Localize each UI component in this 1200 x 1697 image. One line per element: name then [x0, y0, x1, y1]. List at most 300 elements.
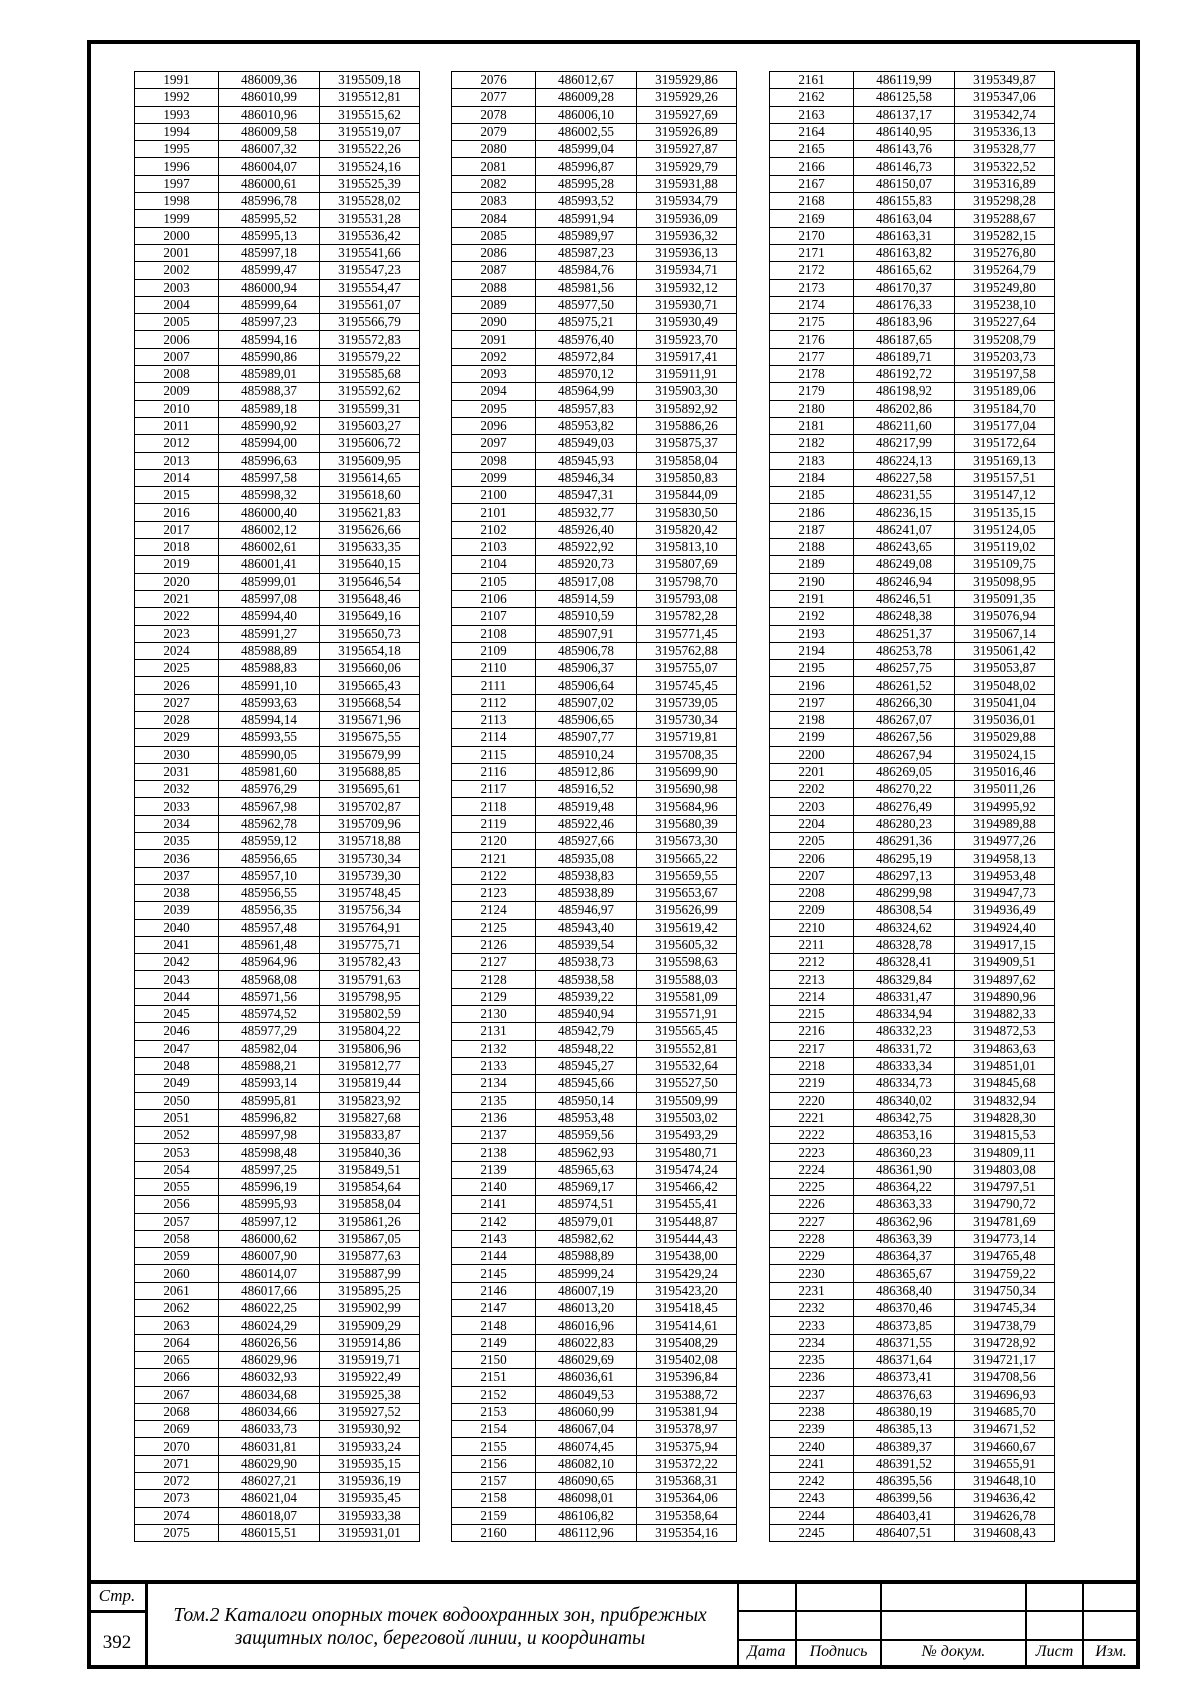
point-number-cell: 2214 [770, 988, 854, 1005]
point-number-cell: 2013 [135, 452, 219, 469]
x-coordinate-cell: 485949,03 [536, 435, 637, 452]
table-row [770, 210, 1055, 227]
table-row [135, 279, 420, 296]
point-number-cell: 2073 [135, 1490, 219, 1507]
y-coordinate-cell: 3195527,50 [637, 1075, 737, 1092]
table-row [770, 625, 1055, 642]
x-coordinate-cell: 486202,86 [854, 400, 955, 417]
x-coordinate-cell: 485988,21 [219, 1057, 320, 1074]
x-coordinate-cell: 485976,29 [219, 781, 320, 798]
x-coordinate-cell: 485996,63 [219, 452, 320, 469]
y-coordinate-cell: 3195858,04 [637, 452, 737, 469]
y-coordinate-cell: 3195036,01 [955, 711, 1055, 728]
table-row [452, 625, 737, 642]
x-coordinate-cell: 485993,55 [219, 729, 320, 746]
x-coordinate-cell: 485994,16 [219, 331, 320, 348]
table-row [770, 954, 1055, 971]
y-coordinate-cell: 3195016,46 [955, 763, 1055, 780]
point-number-cell: 2066 [135, 1369, 219, 1386]
table-row [770, 262, 1055, 279]
table-row [452, 1109, 737, 1126]
point-number-cell: 2205 [770, 833, 854, 850]
table-row [770, 590, 1055, 607]
table-row [452, 417, 737, 434]
y-coordinate-cell: 3194648,10 [955, 1473, 1055, 1490]
point-number-cell: 2208 [770, 884, 854, 901]
x-coordinate-cell: 485998,32 [219, 487, 320, 504]
x-coordinate-cell: 486299,98 [854, 884, 955, 901]
x-coordinate-cell: 486060,99 [536, 1403, 637, 1420]
x-coordinate-cell: 485950,14 [536, 1092, 637, 1109]
point-number-cell: 2114 [452, 729, 536, 746]
x-coordinate-cell: 485926,40 [536, 521, 637, 538]
table-row [770, 1144, 1055, 1161]
point-number-cell: 2069 [135, 1421, 219, 1438]
table-row [770, 1473, 1055, 1490]
table-row [135, 539, 420, 556]
table-row [135, 1075, 420, 1092]
point-number-cell: 2223 [770, 1144, 854, 1161]
table-row [770, 1282, 1055, 1299]
x-coordinate-cell: 485993,14 [219, 1075, 320, 1092]
y-coordinate-cell: 3195675,55 [320, 729, 420, 746]
y-coordinate-cell: 3195933,38 [320, 1507, 420, 1524]
point-number-cell: 2077 [452, 89, 536, 106]
x-coordinate-cell: 486031,81 [219, 1438, 320, 1455]
x-coordinate-cell: 485995,52 [219, 210, 320, 227]
x-coordinate-cell: 486007,90 [219, 1248, 320, 1265]
x-coordinate-cell: 486034,66 [219, 1403, 320, 1420]
y-coordinate-cell: 3195618,60 [320, 487, 420, 504]
x-coordinate-cell: 485974,51 [536, 1196, 637, 1213]
table-row [452, 1230, 737, 1247]
y-coordinate-cell: 3195936,09 [637, 210, 737, 227]
point-number-cell: 2105 [452, 573, 536, 590]
x-coordinate-cell: 485938,89 [536, 884, 637, 901]
y-coordinate-cell: 3195509,99 [637, 1092, 737, 1109]
table-row [135, 815, 420, 832]
x-coordinate-cell: 485956,55 [219, 884, 320, 901]
y-coordinate-cell: 3195764,91 [320, 919, 420, 936]
table-row [135, 383, 420, 400]
table-row [135, 227, 420, 244]
x-coordinate-cell: 486340,02 [854, 1092, 955, 1109]
y-coordinate-cell: 3195934,79 [637, 193, 737, 210]
point-number-cell: 2064 [135, 1334, 219, 1351]
point-number-cell: 2186 [770, 504, 854, 521]
point-number-cell: 2016 [135, 504, 219, 521]
table-row [135, 72, 420, 89]
table-row [770, 1248, 1055, 1265]
point-number-cell: 2235 [770, 1351, 854, 1368]
table-row [452, 884, 737, 901]
point-number-cell: 2042 [135, 954, 219, 971]
y-coordinate-cell: 3195402,08 [637, 1351, 737, 1368]
table-row [770, 89, 1055, 106]
table-row [135, 798, 420, 815]
stamp-divider [145, 1580, 148, 1669]
table-row [135, 867, 420, 884]
table-row [452, 971, 737, 988]
x-coordinate-cell: 486137,17 [854, 106, 955, 123]
point-number-cell: 2206 [770, 850, 854, 867]
y-coordinate-cell: 3195798,70 [637, 573, 737, 590]
x-coordinate-cell: 485991,10 [219, 677, 320, 694]
x-coordinate-cell: 486241,07 [854, 521, 955, 538]
y-coordinate-cell: 3195606,72 [320, 435, 420, 452]
x-coordinate-cell: 486009,58 [219, 123, 320, 140]
x-coordinate-cell: 486328,41 [854, 954, 955, 971]
x-coordinate-cell: 486368,40 [854, 1282, 955, 1299]
y-coordinate-cell: 3195061,42 [955, 642, 1055, 659]
x-coordinate-cell: 486261,52 [854, 677, 955, 694]
y-coordinate-cell: 3195903,30 [637, 383, 737, 400]
table-row [452, 677, 737, 694]
x-coordinate-cell: 485999,64 [219, 296, 320, 313]
table-row [135, 348, 420, 365]
table-row [135, 1057, 420, 1074]
table-row [135, 1282, 420, 1299]
y-coordinate-cell: 3195840,36 [320, 1144, 420, 1161]
y-coordinate-cell: 3195650,73 [320, 625, 420, 642]
point-number-cell: 2157 [452, 1473, 536, 1490]
y-coordinate-cell: 3194660,67 [955, 1438, 1055, 1455]
y-coordinate-cell: 3194832,94 [955, 1092, 1055, 1109]
table-row [135, 763, 420, 780]
y-coordinate-cell: 3195124,05 [955, 521, 1055, 538]
table-row [770, 175, 1055, 192]
y-coordinate-cell: 3195833,87 [320, 1127, 420, 1144]
point-number-cell: 2145 [452, 1265, 536, 1282]
x-coordinate-cell: 486146,73 [854, 158, 955, 175]
x-coordinate-cell: 486001,41 [219, 556, 320, 573]
x-coordinate-cell: 486395,56 [854, 1473, 955, 1490]
y-coordinate-cell: 3195372,22 [637, 1455, 737, 1472]
point-number-cell: 2010 [135, 400, 219, 417]
table-row [770, 487, 1055, 504]
table-row [770, 1317, 1055, 1334]
y-coordinate-cell: 3195184,70 [955, 400, 1055, 417]
x-coordinate-cell: 485945,66 [536, 1075, 637, 1092]
x-coordinate-cell: 486024,29 [219, 1317, 320, 1334]
point-number-cell: 2131 [452, 1023, 536, 1040]
y-coordinate-cell: 3195503,02 [637, 1109, 737, 1126]
x-coordinate-cell: 485956,65 [219, 850, 320, 867]
x-coordinate-cell: 485989,01 [219, 366, 320, 383]
point-number-cell: 2097 [452, 435, 536, 452]
table-row [135, 590, 420, 607]
point-number-cell: 2001 [135, 244, 219, 261]
y-coordinate-cell: 3194759,22 [955, 1265, 1055, 1282]
table-row [135, 452, 420, 469]
table-row [135, 988, 420, 1005]
x-coordinate-cell: 485940,94 [536, 1006, 637, 1023]
y-coordinate-cell: 3194797,51 [955, 1179, 1055, 1196]
y-coordinate-cell: 3195418,45 [637, 1300, 737, 1317]
x-coordinate-cell: 485995,13 [219, 227, 320, 244]
point-number-cell: 2004 [135, 296, 219, 313]
x-coordinate-cell: 485906,64 [536, 677, 637, 694]
point-number-cell: 2175 [770, 314, 854, 331]
point-number-cell: 2138 [452, 1144, 536, 1161]
x-coordinate-cell: 486364,37 [854, 1248, 955, 1265]
x-coordinate-cell: 486362,96 [854, 1213, 955, 1230]
point-number-cell: 2119 [452, 815, 536, 832]
y-coordinate-cell: 3195298,28 [955, 193, 1055, 210]
y-coordinate-cell: 3195336,13 [955, 123, 1055, 140]
y-coordinate-cell: 3195147,12 [955, 487, 1055, 504]
table-row [135, 1369, 420, 1386]
point-number-cell: 2192 [770, 608, 854, 625]
x-coordinate-cell: 485942,79 [536, 1023, 637, 1040]
table-row [135, 1300, 420, 1317]
x-coordinate-cell: 486090,65 [536, 1473, 637, 1490]
point-number-cell: 2063 [135, 1317, 219, 1334]
x-coordinate-cell: 486009,28 [536, 89, 637, 106]
x-coordinate-cell: 486267,94 [854, 746, 955, 763]
point-number-cell: 2142 [452, 1213, 536, 1230]
stamp-date-label: Дата [747, 1643, 786, 1660]
point-number-cell: 2149 [452, 1334, 536, 1351]
x-coordinate-cell: 486034,68 [219, 1386, 320, 1403]
y-coordinate-cell: 3195699,90 [637, 763, 737, 780]
point-number-cell: 2150 [452, 1351, 536, 1368]
x-coordinate-cell: 486246,51 [854, 590, 955, 607]
x-coordinate-cell: 486329,84 [854, 971, 955, 988]
x-coordinate-cell: 485995,81 [219, 1092, 320, 1109]
x-coordinate-cell: 486389,37 [854, 1438, 955, 1455]
x-coordinate-cell: 486112,96 [536, 1524, 637, 1541]
table-row [452, 1006, 737, 1023]
y-coordinate-cell: 3195565,45 [637, 1023, 737, 1040]
y-coordinate-cell: 3195455,41 [637, 1196, 737, 1213]
table-row [452, 1144, 737, 1161]
y-coordinate-cell: 3195541,66 [320, 244, 420, 261]
y-coordinate-cell: 3195653,67 [637, 884, 737, 901]
y-coordinate-cell: 3195076,94 [955, 608, 1055, 625]
table-row [452, 89, 737, 106]
table-row [135, 573, 420, 590]
y-coordinate-cell: 3195892,92 [637, 400, 737, 417]
x-coordinate-cell: 485947,31 [536, 487, 637, 504]
x-coordinate-cell: 485959,56 [536, 1127, 637, 1144]
point-number-cell: 2033 [135, 798, 219, 815]
point-number-cell: 2143 [452, 1230, 536, 1247]
y-coordinate-cell: 3194765,48 [955, 1248, 1055, 1265]
table-row [770, 1213, 1055, 1230]
point-number-cell: 2194 [770, 642, 854, 659]
point-number-cell: 2176 [770, 331, 854, 348]
x-coordinate-cell: 486007,19 [536, 1282, 637, 1299]
table-row [452, 729, 737, 746]
x-coordinate-cell: 486328,78 [854, 936, 955, 953]
x-coordinate-cell: 486334,73 [854, 1075, 955, 1092]
y-coordinate-cell: 3195119,02 [955, 539, 1055, 556]
x-coordinate-cell: 486163,31 [854, 227, 955, 244]
y-coordinate-cell: 3195011,26 [955, 781, 1055, 798]
y-coordinate-cell: 3195626,99 [637, 902, 737, 919]
x-coordinate-cell: 485993,63 [219, 694, 320, 711]
table-row [770, 677, 1055, 694]
y-coordinate-cell: 3195745,45 [637, 677, 737, 694]
y-coordinate-cell: 3195342,74 [955, 106, 1055, 123]
y-coordinate-cell: 3195552,81 [637, 1040, 737, 1057]
point-number-cell: 2040 [135, 919, 219, 936]
x-coordinate-cell: 486017,66 [219, 1282, 320, 1299]
y-coordinate-cell: 3194977,26 [955, 833, 1055, 850]
table-row [770, 919, 1055, 936]
table-row [452, 1040, 737, 1057]
point-number-cell: 2168 [770, 193, 854, 210]
point-number-cell: 2146 [452, 1282, 536, 1299]
point-number-cell: 2244 [770, 1507, 854, 1524]
point-number-cell: 2156 [452, 1455, 536, 1472]
point-number-cell: 2188 [770, 539, 854, 556]
table-row [452, 660, 737, 677]
y-coordinate-cell: 3194608,43 [955, 1524, 1055, 1541]
y-coordinate-cell: 3195771,45 [637, 625, 737, 642]
x-coordinate-cell: 486276,49 [854, 798, 955, 815]
x-coordinate-cell: 486308,54 [854, 902, 955, 919]
point-number-cell: 2180 [770, 400, 854, 417]
x-coordinate-cell: 486119,99 [854, 72, 955, 89]
y-coordinate-cell: 3195375,94 [637, 1438, 737, 1455]
table-row [135, 417, 420, 434]
stamp-grid-line [737, 1639, 1140, 1641]
table-row [452, 608, 737, 625]
y-coordinate-cell: 3195525,39 [320, 175, 420, 192]
x-coordinate-cell: 485938,73 [536, 954, 637, 971]
table-row [452, 487, 737, 504]
point-number-cell: 2045 [135, 1006, 219, 1023]
y-coordinate-cell: 3194924,40 [955, 919, 1055, 936]
point-number-cell: 2047 [135, 1040, 219, 1057]
y-coordinate-cell: 3195927,69 [637, 106, 737, 123]
point-number-cell: 2022 [135, 608, 219, 625]
y-coordinate-cell: 3195719,81 [637, 729, 737, 746]
y-coordinate-cell: 3195849,51 [320, 1161, 420, 1178]
point-number-cell: 2197 [770, 694, 854, 711]
table-row [135, 1230, 420, 1247]
point-number-cell: 2117 [452, 781, 536, 798]
y-coordinate-cell: 3195679,99 [320, 746, 420, 763]
x-coordinate-cell: 486027,21 [219, 1473, 320, 1490]
point-number-cell: 2108 [452, 625, 536, 642]
table-row [452, 1524, 737, 1541]
table-row [452, 850, 737, 867]
table-row [135, 1144, 420, 1161]
y-coordinate-cell: 3194708,56 [955, 1369, 1055, 1386]
x-coordinate-cell: 486198,92 [854, 383, 955, 400]
point-number-cell: 2090 [452, 314, 536, 331]
table-row [770, 1092, 1055, 1109]
x-coordinate-cell: 485984,76 [536, 262, 637, 279]
y-coordinate-cell: 3195429,24 [637, 1265, 737, 1282]
y-coordinate-cell: 3195579,22 [320, 348, 420, 365]
x-coordinate-cell: 485938,83 [536, 867, 637, 884]
x-coordinate-cell: 486380,19 [854, 1403, 955, 1420]
point-number-cell: 2035 [135, 833, 219, 850]
point-number-cell: 2209 [770, 902, 854, 919]
table-row [452, 1213, 737, 1230]
table-row [452, 781, 737, 798]
x-coordinate-cell: 485998,48 [219, 1144, 320, 1161]
x-coordinate-cell: 485922,46 [536, 815, 637, 832]
point-number-cell: 2242 [770, 1473, 854, 1490]
x-coordinate-cell: 486373,41 [854, 1369, 955, 1386]
point-number-cell: 2050 [135, 1092, 219, 1109]
point-number-cell: 2183 [770, 452, 854, 469]
point-number-cell: 1998 [135, 193, 219, 210]
y-coordinate-cell: 3195929,79 [637, 158, 737, 175]
coordinates-table-3 [769, 71, 1055, 1542]
y-coordinate-cell: 3195660,06 [320, 660, 420, 677]
x-coordinate-cell: 485919,48 [536, 798, 637, 815]
y-coordinate-cell: 3195782,43 [320, 954, 420, 971]
y-coordinate-cell: 3195649,16 [320, 608, 420, 625]
table-row [135, 884, 420, 901]
table-row [770, 1369, 1055, 1386]
table-row [770, 798, 1055, 815]
table-row [135, 1127, 420, 1144]
x-coordinate-cell: 485990,86 [219, 348, 320, 365]
table-row [452, 556, 737, 573]
x-coordinate-cell: 486013,20 [536, 1300, 637, 1317]
table-row [452, 539, 737, 556]
y-coordinate-cell: 3195802,59 [320, 1006, 420, 1023]
point-number-cell: 2083 [452, 193, 536, 210]
table-row [452, 1196, 737, 1213]
table-row [452, 158, 737, 175]
table-row [770, 158, 1055, 175]
x-coordinate-cell: 486391,52 [854, 1455, 955, 1472]
y-coordinate-cell: 3195739,05 [637, 694, 737, 711]
point-number-cell: 2185 [770, 487, 854, 504]
y-coordinate-cell: 3195673,30 [637, 833, 737, 850]
point-number-cell: 2041 [135, 936, 219, 953]
x-coordinate-cell: 486140,95 [854, 123, 955, 140]
point-number-cell: 2202 [770, 781, 854, 798]
y-coordinate-cell: 3195466,42 [637, 1179, 737, 1196]
x-coordinate-cell: 485996,82 [219, 1109, 320, 1126]
y-coordinate-cell: 3195358,64 [637, 1507, 737, 1524]
table-row [770, 1109, 1055, 1126]
table-row [135, 1179, 420, 1196]
table-row [452, 1334, 737, 1351]
y-coordinate-cell: 3195414,61 [637, 1317, 737, 1334]
y-coordinate-cell: 3195812,77 [320, 1057, 420, 1074]
y-coordinate-cell: 3195755,07 [637, 660, 737, 677]
x-coordinate-cell: 486253,78 [854, 642, 955, 659]
table-row [770, 781, 1055, 798]
y-coordinate-cell: 3195626,66 [320, 521, 420, 538]
point-number-cell: 2130 [452, 1006, 536, 1023]
point-number-cell: 2003 [135, 279, 219, 296]
y-coordinate-cell: 3195730,34 [637, 711, 737, 728]
point-number-cell: 2078 [452, 106, 536, 123]
point-number-cell: 1997 [135, 175, 219, 192]
x-coordinate-cell: 486163,04 [854, 210, 955, 227]
point-number-cell: 2082 [452, 175, 536, 192]
x-coordinate-cell: 485996,78 [219, 193, 320, 210]
table-row [452, 1351, 737, 1368]
table-row [452, 1317, 737, 1334]
stamp-change-label: Изм. [1095, 1643, 1127, 1660]
point-number-cell: 2224 [770, 1161, 854, 1178]
point-number-cell: 2167 [770, 175, 854, 192]
table-row [770, 1421, 1055, 1438]
x-coordinate-cell: 486267,56 [854, 729, 955, 746]
